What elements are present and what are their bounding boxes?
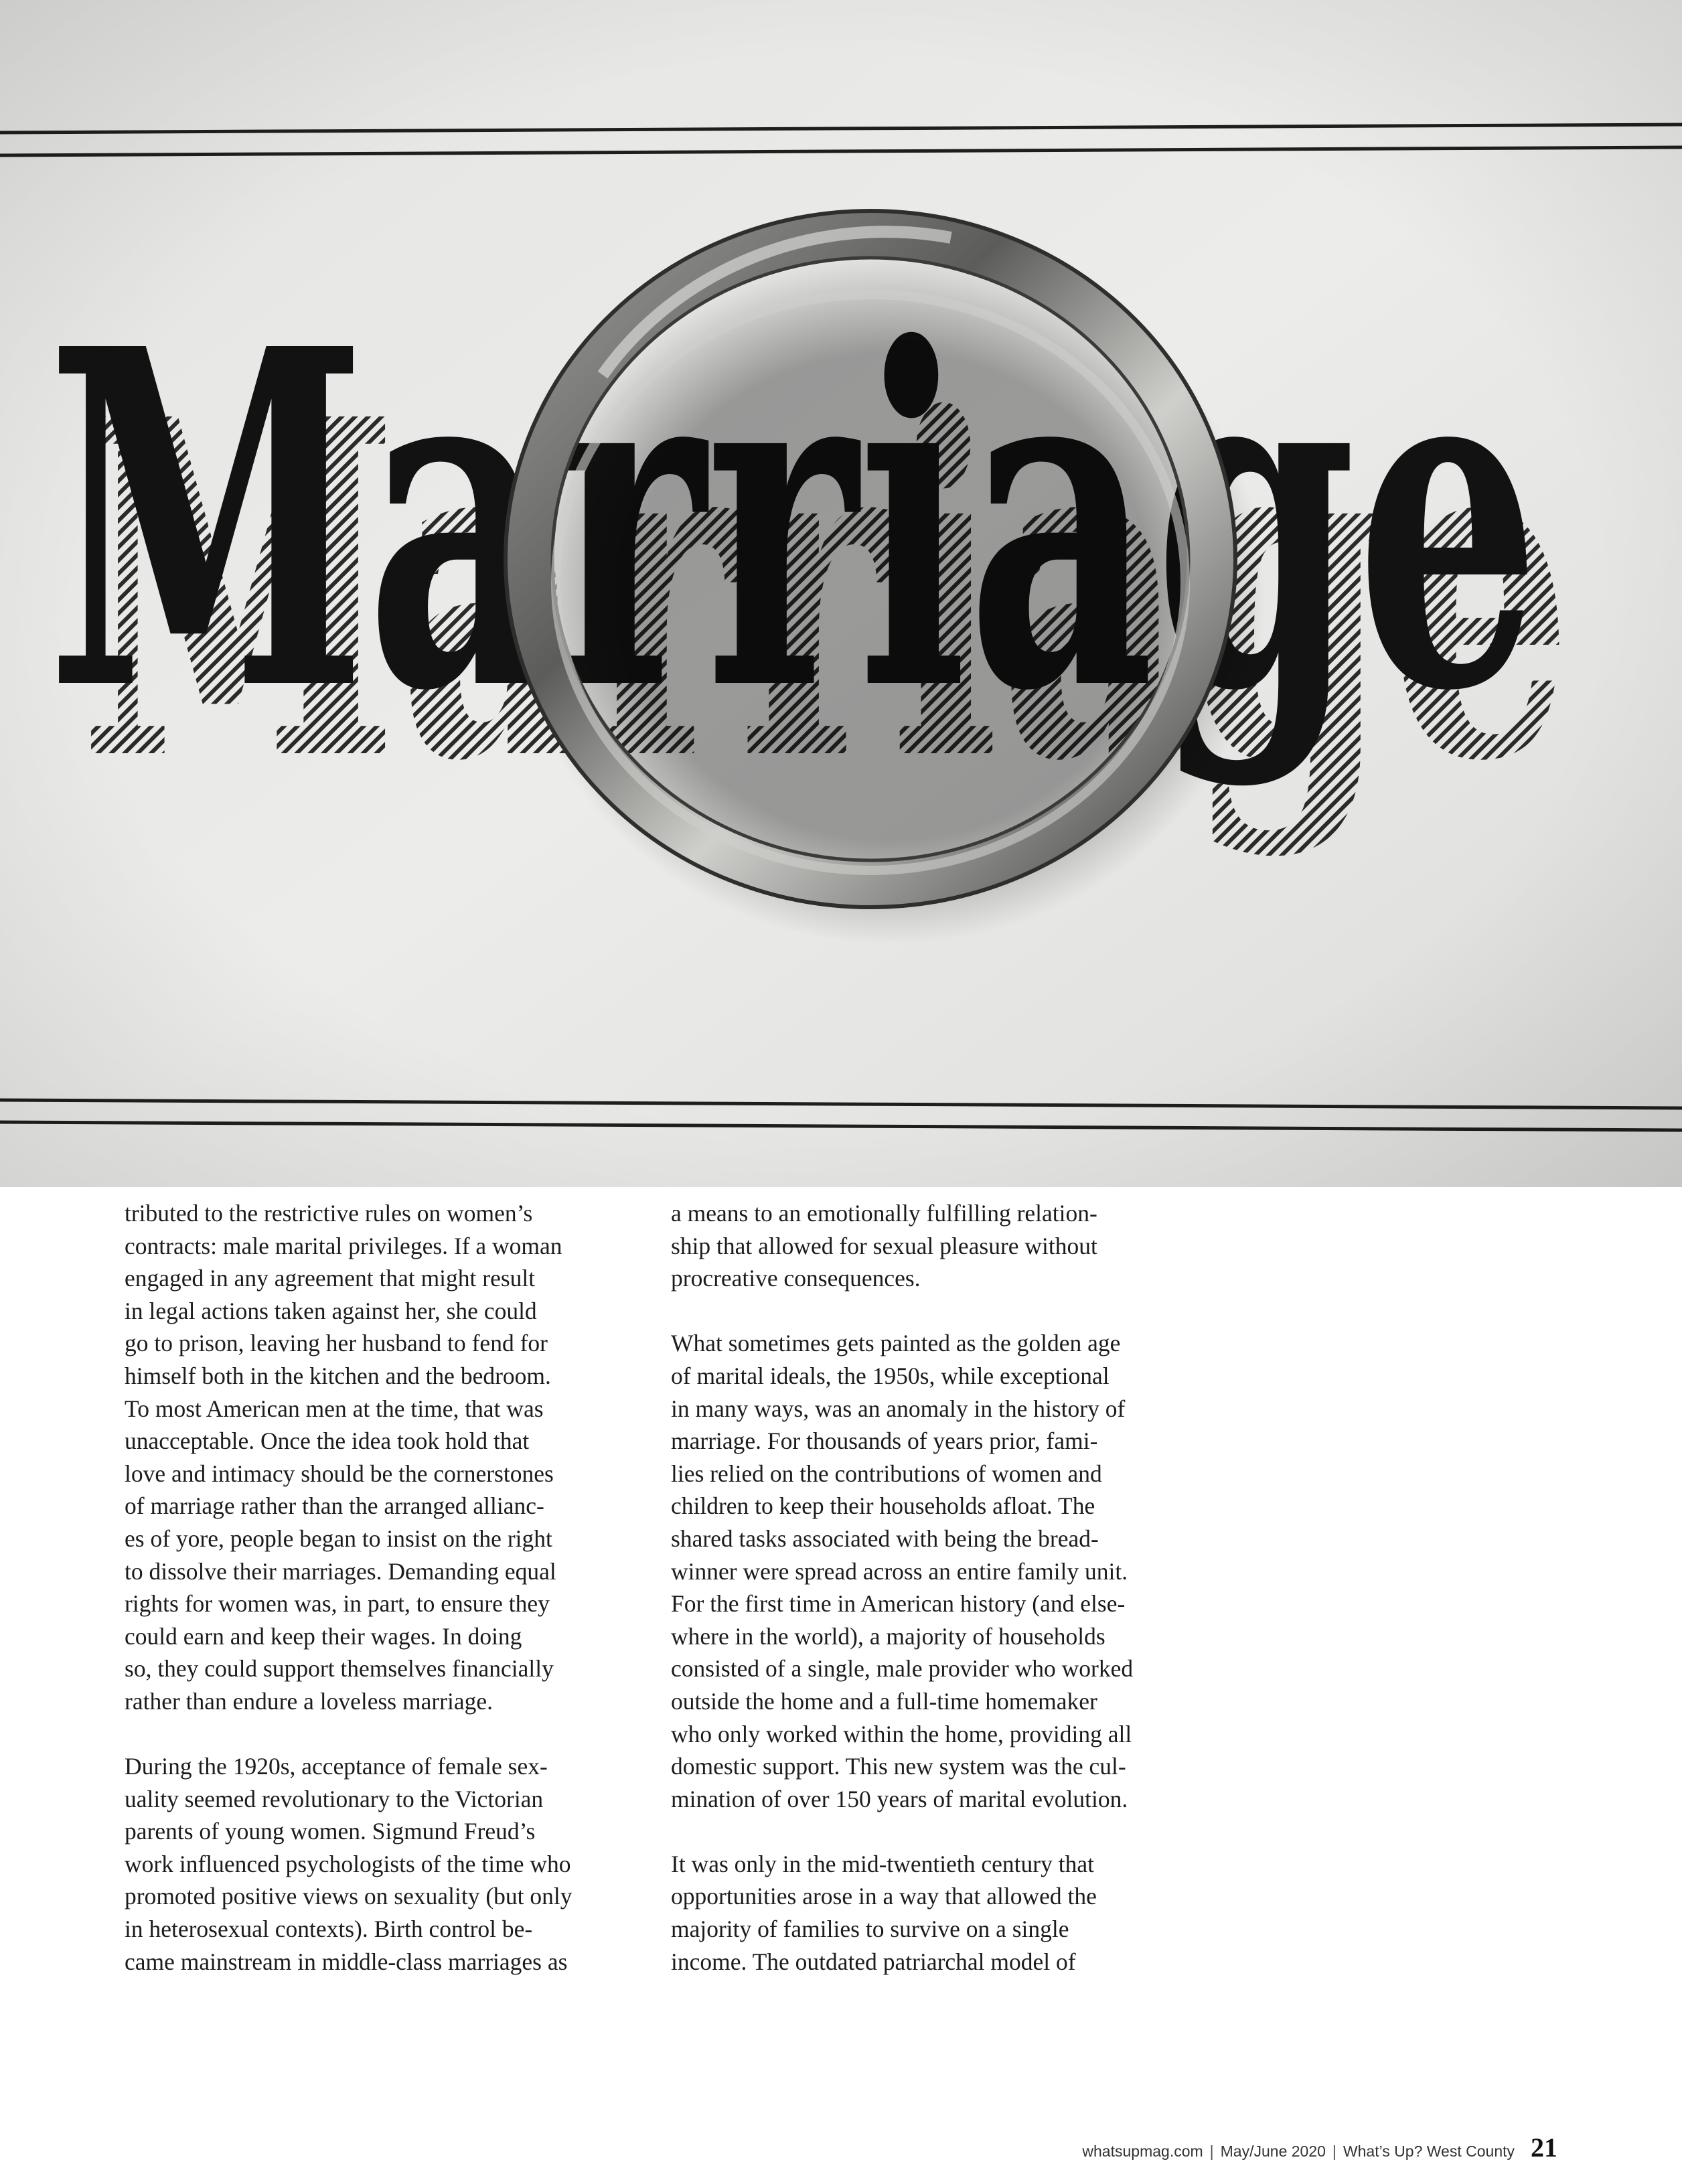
footer-site-link[interactable]: whatsupmag.com [1082,2142,1203,2160]
paragraph: a means to an emotionally fulfilling relation- ship that allowed for sexual pleasure without procreative consequences. [671,1200,1097,1292]
page-footer [1082,2132,1557,2167]
paragraph: tributed to the restrictive rules on women’s contracts: male marital privileges. If a woman engaged in any agreement that might result in legal actions taken against her, she could go to prison, leaving her husband to fend for himself both in the kitchen and the bedroom. To most American men at the time, that was unacceptable. Once the idea took hold that love and intimacy should be the cornerstones of marriage rather than the arranged allianc- es of yore, people began to insist on the right to dissolve their marriages. Demanding equal rights for women was, in part, to ensure they could earn and keep their wages. In doing so, they could support themselves financially rather than endure a loveless marriage. [125,1200,562,1715]
footer-issue: May/June 2020 [1220,2142,1326,2160]
page-number: 21 [1531,2132,1557,2163]
paragraph: It was only in the mid-twentieth century that opportunities arose in a way that allowed the majority of families to survive on a single income. The outdated patriarchal model of [671,1850,1097,1975]
paragraph: What sometimes gets painted as the golden age of marital ideals, the 1950s, while exceptional in many ways, was an anomaly in the history of marriage. For thousands of years prior, fami- lies relied on the contributions of women and children to keep their households afloat. The shared tasks associated with being the bread- winner were spread across an entire family unit. For the first time in American history (and else- where in the world), a majority of households consisted of a single, male provider who worked outside the home and a full-time homemaker who only worked within the home, providing all domestic support. This new system was the cul- mination of over 150 years of marital evolution. [671,1330,1134,1812]
footer-separator: | [1332,2142,1336,2160]
footer-separator: | [1209,2142,1214,2160]
article-column-left [125,1197,654,1978]
footer-publication: What’s Up? West County [1343,2142,1515,2160]
paragraph: During the 1920s, acceptance of female sex- uality seemed revolutionary to the Victorian parents of young women. Sigmund Freud’s work influenced psychologists of the time who promoted positive views on sexuality (but only in heterosexual contexts). Birth control be- came mainstream in middle-class marriages as [125,1753,572,1975]
article-column-right [671,1197,1207,1978]
